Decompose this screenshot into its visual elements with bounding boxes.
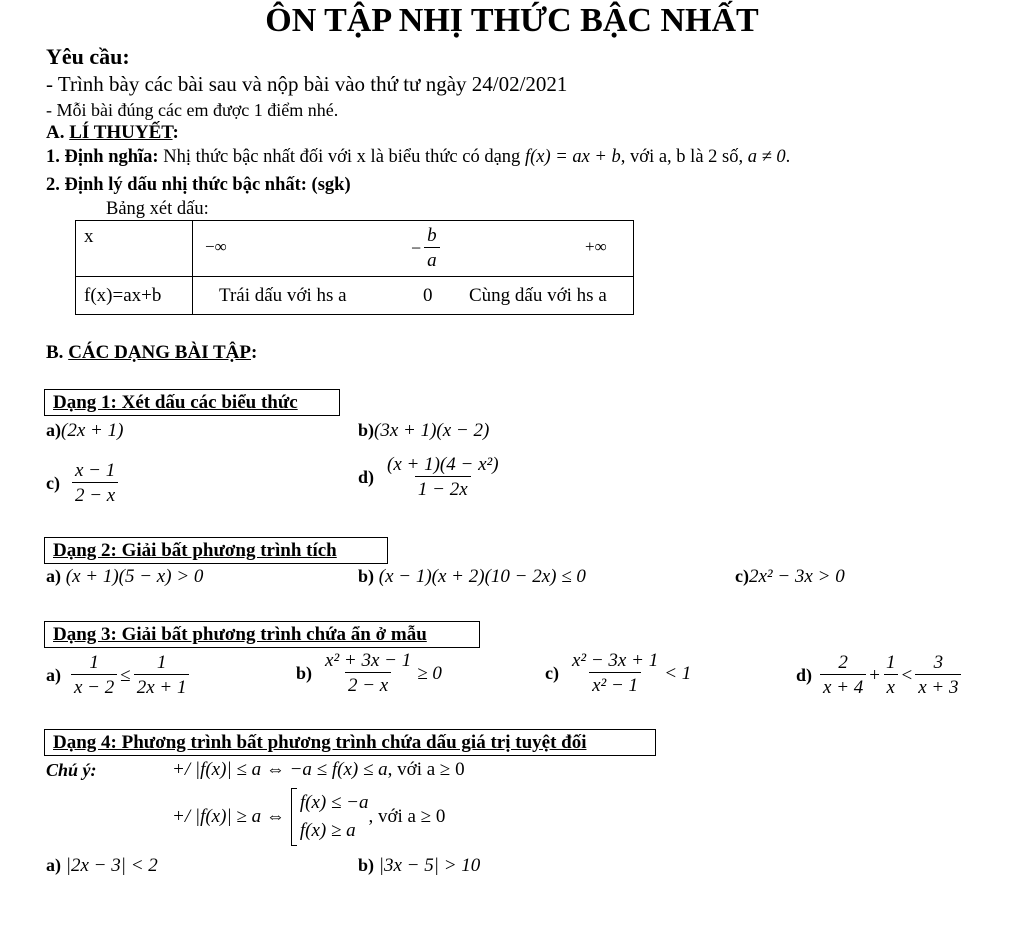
section-a-colon: : — [172, 122, 179, 143]
dang-3-d-num-2: 1 — [886, 652, 896, 673]
table-right-sign: Cùng dấu với hs a — [469, 285, 607, 306]
dang-1-c — [46, 460, 121, 507]
dang-4-b — [358, 855, 480, 877]
table-neg-inf: −∞ — [205, 237, 227, 256]
dang-1-b — [358, 420, 489, 442]
dang-3-title: Dạng 3: Giải bất phương trình chứa ẩn ở mẫu — [53, 624, 427, 645]
dang-3-a-den-1: x − 2 — [71, 674, 117, 699]
table-x-header: x — [76, 221, 193, 277]
table-root-den: a — [424, 247, 440, 272]
dang-3-b-label: b) — [296, 663, 313, 683]
dang-3-c-label: c) — [545, 663, 559, 683]
definition-formula: f(x) = ax + b — [524, 147, 621, 167]
dang-3-c — [545, 650, 691, 697]
requirements-heading: Yêu cầu: — [46, 44, 130, 69]
dang-3-b-den: 2 − x — [345, 672, 391, 697]
section-a-heading — [46, 122, 179, 144]
dang-2-c-expr: 2x² − 3x > 0 — [748, 566, 845, 587]
dang-1-b-expr: (3x + 1)(x − 2) — [374, 420, 490, 441]
dang-2-title: Dạng 2: Giải bất phương trình tích — [53, 540, 337, 561]
table-sign-values — [193, 277, 634, 315]
requirements-line-2: - Mỗi bài đúng các em được 1 điểm nhé. — [46, 100, 339, 120]
rule-2-top: f(x) ≤ −a — [299, 792, 369, 813]
table-caption: Bảng xét dấu: — [106, 199, 209, 219]
dang-3-a-den-2: 2x + 1 — [134, 674, 190, 699]
dang-3-d-den-2: x — [884, 674, 898, 699]
page-title: ÔN TẬP NHỊ THỨC BẬC NHẤT — [265, 2, 759, 39]
definition-line — [46, 147, 790, 168]
table-row-label: f(x)=ax+b — [76, 277, 193, 315]
dang-1-a-label: a) — [46, 420, 61, 440]
section-b-title: CÁC DẠNG BÀI TẬP — [68, 342, 251, 363]
rule-2-bracket — [291, 788, 297, 846]
dang-1-d-num: (x + 1)(4 − x²) — [387, 454, 499, 475]
rule-2 — [172, 788, 445, 846]
dang-4-a — [46, 855, 158, 877]
dang-1-title: Dạng 1: Xét dấu các biểu thức — [53, 392, 298, 413]
dang-3-d-den-3: x + 3 — [915, 674, 961, 699]
dang-1-c-label: c) — [46, 473, 60, 493]
dang-4-b-expr: |3x − 5| > 10 — [378, 855, 481, 876]
dang-1-a — [46, 420, 123, 442]
table-root-num: b — [427, 225, 437, 246]
definition-end: . — [785, 147, 791, 167]
dang-1-c-den: 2 − x — [72, 482, 118, 507]
dang-2-b — [358, 566, 586, 588]
sign-table — [75, 220, 634, 315]
definition-label: 1. Định nghĩa: — [46, 147, 159, 167]
dang-3-d-num-3: 3 — [933, 652, 944, 673]
table-zero: 0 — [423, 285, 433, 306]
note-label: Chú ý: — [46, 760, 97, 780]
dang-4-a-expr: |2x − 3| < 2 — [65, 855, 158, 876]
dang-3-a-num-2: 1 — [156, 652, 167, 673]
dang-3-c-den: x² − 1 — [589, 672, 641, 697]
dang-2-a-expr: (x + 1)(5 − x) > 0 — [65, 566, 204, 587]
table-root-minus: − — [411, 238, 422, 258]
dang-3-c-num: x² − 3x + 1 — [571, 650, 659, 671]
dang-4-title: Dạng 4: Phương trình bất phương trình chứa dấu giá trị tuyệt đối — [53, 732, 587, 753]
dang-3-d-op-2: < — [901, 664, 913, 686]
dang-3-d-num-1: 2 — [838, 652, 848, 673]
dang-3-c-rhs: < 1 — [664, 662, 692, 684]
dang-3-b — [296, 650, 442, 697]
dang-3-d-op-1: + — [869, 664, 880, 686]
dang-1-d-label: d) — [358, 467, 375, 487]
dang-1-d — [358, 454, 505, 501]
rule-2-bottom: f(x) ≥ a — [299, 820, 356, 841]
rule-1-formula: +/ |f(x)| ≤ a ⇔ −a ≤ f(x) ≤ a — [172, 759, 388, 780]
requirements-line-1: - Trình bày các bài sau và nộp bài vào thứ tư ngày 24/02/2021 — [46, 72, 568, 96]
section-a-title: LÍ THUYẾT — [69, 122, 173, 143]
section-b-label: B. — [46, 342, 64, 363]
definition-tail: , với a, b là 2 số, — [620, 147, 744, 167]
dang-1-a-expr: (2x + 1) — [61, 420, 124, 441]
table-pos-inf: +∞ — [585, 237, 607, 256]
dang-4-b-label: b) — [358, 855, 375, 875]
dang-3-b-rhs: ≥ 0 — [417, 662, 442, 684]
dang-2-c — [735, 566, 845, 588]
dang-1-c-num: x − 1 — [74, 460, 116, 481]
dang-4-box — [44, 729, 656, 756]
dang-3-a-op: ≤ — [120, 664, 131, 686]
dang-2-a-label: a) — [46, 566, 61, 586]
rule-2-lhs: +/ |f(x)| ≥ a ⇔ — [172, 806, 285, 827]
dang-4-a-label: a) — [46, 855, 61, 875]
dang-3-box — [44, 621, 480, 648]
dang-2-b-label: b) — [358, 566, 375, 586]
dang-1-d-den: 1 − 2x — [415, 476, 471, 501]
section-a-label: A. — [46, 122, 65, 143]
rule-1-tail: , với a ≥ 0 — [387, 759, 465, 780]
dang-3-b-num: x² + 3x − 1 — [325, 650, 412, 671]
section-b-colon: : — [251, 342, 258, 363]
section-b-heading — [46, 342, 257, 364]
table-left-sign: Trái dấu với hs a — [219, 285, 347, 306]
dang-1-box — [44, 389, 340, 416]
dang-1-b-label: b) — [358, 420, 375, 440]
dang-3-d — [796, 652, 964, 699]
dang-3-a-label: a) — [46, 665, 61, 685]
dang-2-b-expr: (x − 1)(x + 2)(10 − 2x) ≤ 0 — [378, 566, 586, 587]
dang-3-a — [46, 652, 192, 699]
rule-2-cases — [300, 789, 369, 845]
rule-1 — [172, 759, 465, 781]
table-root — [411, 225, 443, 272]
definition-text: Nhị thức bậc nhất đối với x là biểu thức có dạng — [163, 147, 521, 167]
table-x-values — [193, 221, 634, 277]
dang-3-d-label: d) — [796, 665, 813, 685]
dang-2-c-label: c) — [735, 566, 749, 586]
dang-3-d-den-1: x + 4 — [820, 674, 866, 699]
dang-3-a-num-1: 1 — [89, 652, 99, 673]
rule-2-tail: , với a ≥ 0 — [368, 806, 446, 827]
definition-condition: a ≠ 0 — [747, 147, 786, 167]
theorem-line: 2. Định lý dấu nhị thức bậc nhất: (sgk) — [46, 175, 351, 195]
dang-2-box — [44, 537, 388, 564]
dang-2-a — [46, 566, 203, 588]
